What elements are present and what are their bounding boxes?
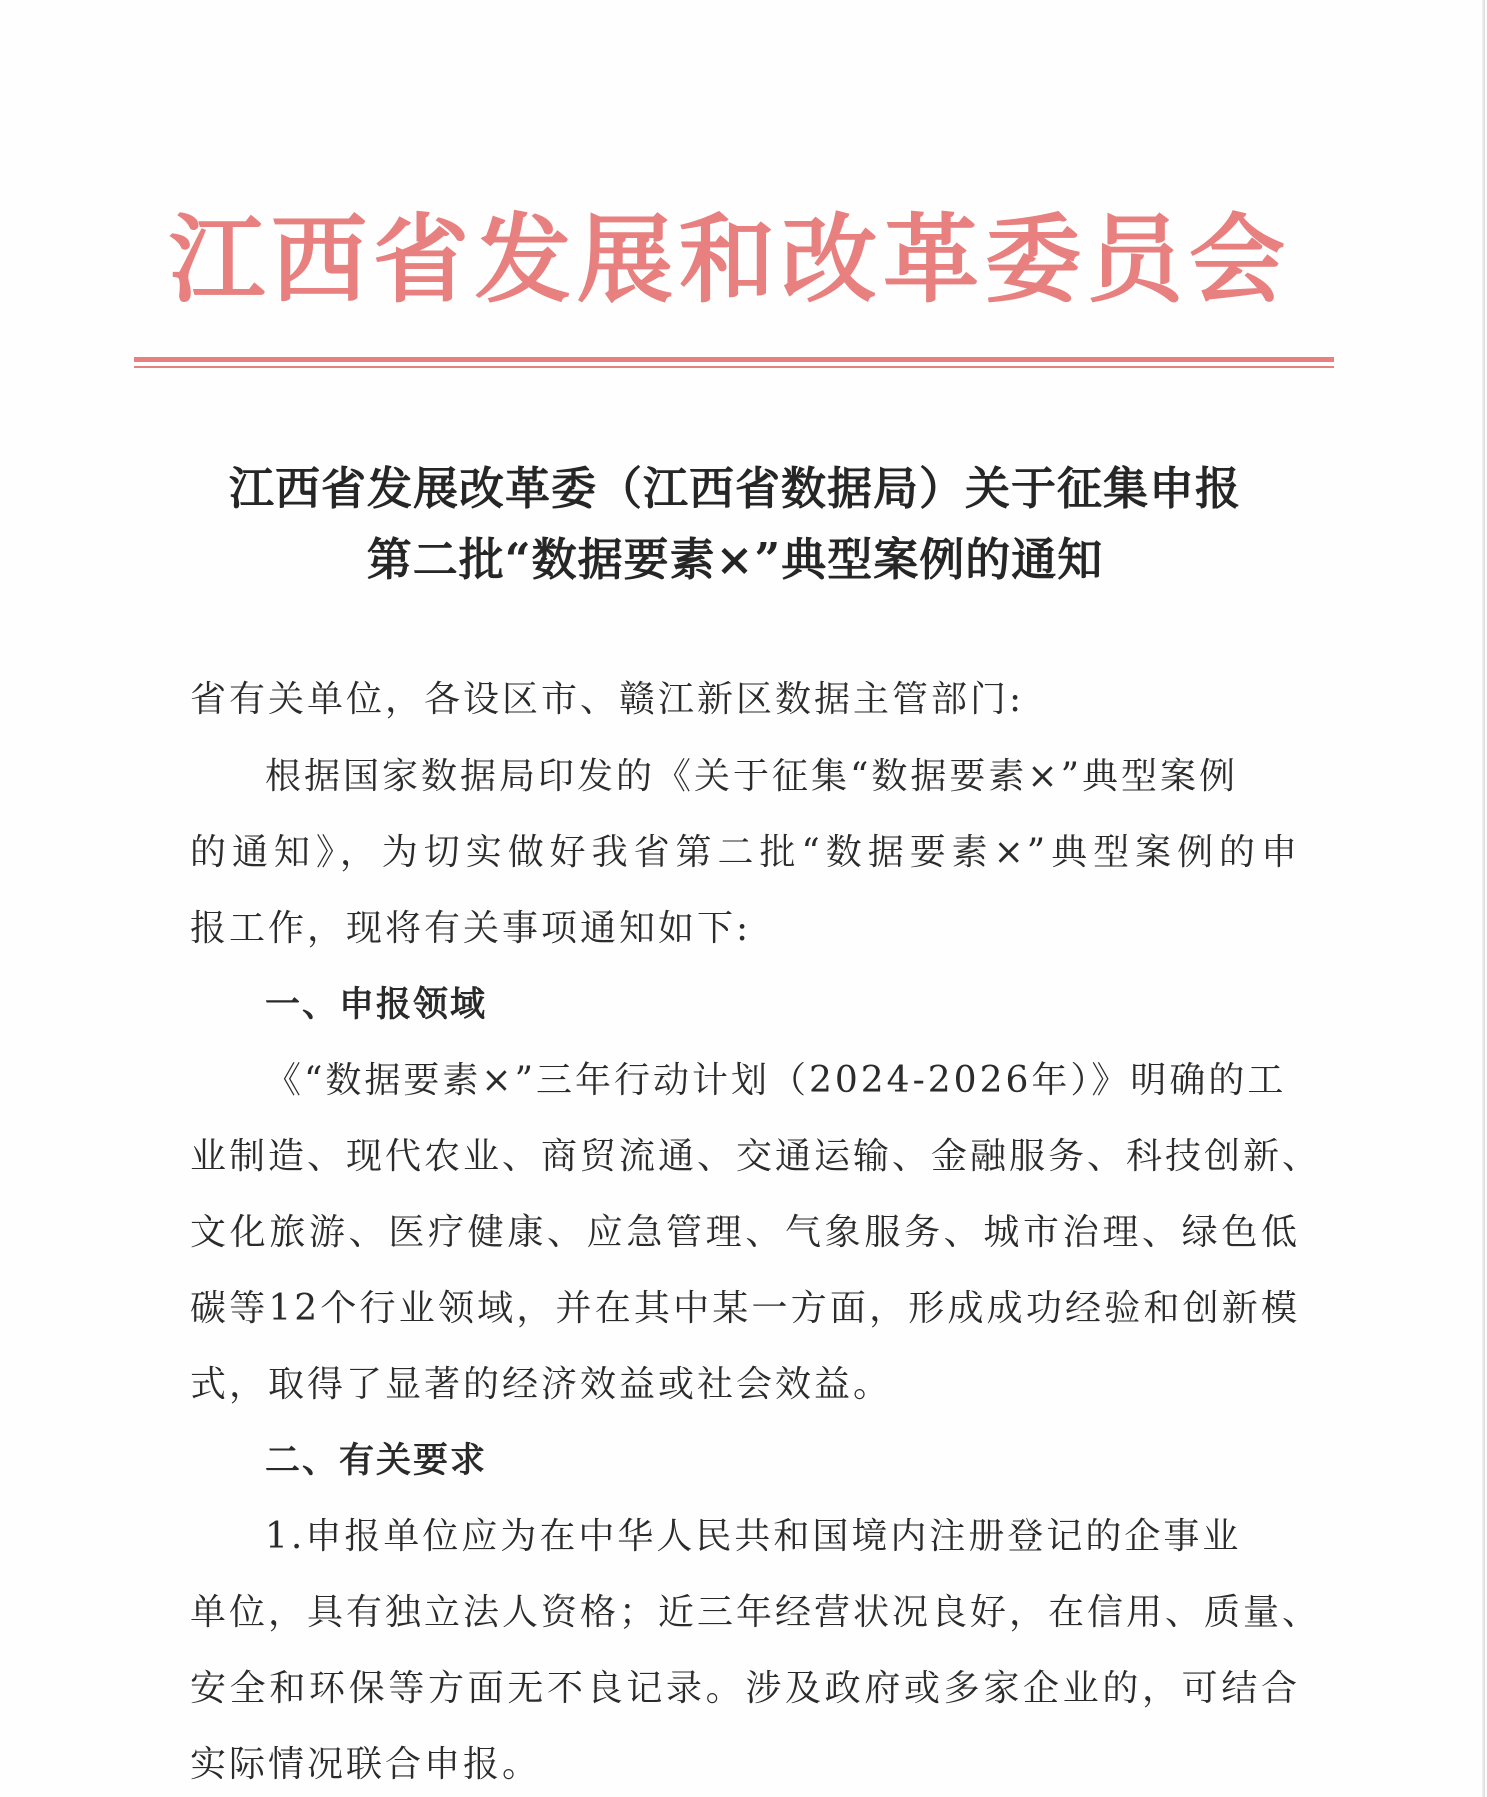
section-2-line-4: 实际情况联合申报。 (190, 1744, 542, 1785)
letterhead-rule-thick (134, 357, 1334, 362)
intro-line-3: 报工作，现将有关事项通知如下: (190, 908, 752, 949)
intro-line-1: 根据国家数据局印发的《关于征集“数据要素×”典型案例 (265, 756, 1238, 797)
document-title-line-1: 江西省发展改革委（江西省数据局）关于征集申报 (228, 462, 1241, 515)
section-1-line-2: 业制造、现代农业、商贸流通、交通运输、金融服务、科技创新、 (190, 1136, 1322, 1177)
section-1-line-3: 文化旅游、医疗健康、应急管理、气象服务、城市治理、绿色低 (190, 1212, 1300, 1253)
section-2-line-1: 1.申报单位应为在中华人民共和国境内注册登记的企事业 (265, 1516, 1242, 1557)
section-1-heading: 一、申报领域 (265, 985, 488, 1025)
section-2-line-3: 安全和环保等方面无不良记录。涉及政府或多家企业的，可结合 (190, 1668, 1300, 1709)
section-1-line-1: 《“数据要素×”三年行动计划（2024-2026年）》明确的工 (265, 1060, 1287, 1101)
section-1-line-5: 式，取得了显著的经济效益或社会效益。 (190, 1364, 893, 1405)
document-title-line-2: 第二批“数据要素×”典型案例的通知 (366, 533, 1104, 586)
scan-edge (1482, 0, 1485, 1797)
section-2-heading: 二、有关要求 (265, 1441, 488, 1481)
letterhead-rule-thin (134, 366, 1334, 368)
section-1-line-4: 碳等12个行业领域，并在其中某一方面，形成成功经验和创新模 (190, 1288, 1300, 1329)
addressee: 省有关单位，各设区市、赣江新区数据主管部门: (190, 679, 1025, 720)
letterhead-organization: 江西省发展和改革委员会 (169, 203, 1291, 316)
section-2-line-2: 单位，具有独立法人资格；近三年经营状况良好，在信用、质量、 (190, 1592, 1322, 1633)
intro-line-2: 的通知》，为切实做好我省第二批“数据要素×”典型案例的申 (190, 832, 1300, 873)
